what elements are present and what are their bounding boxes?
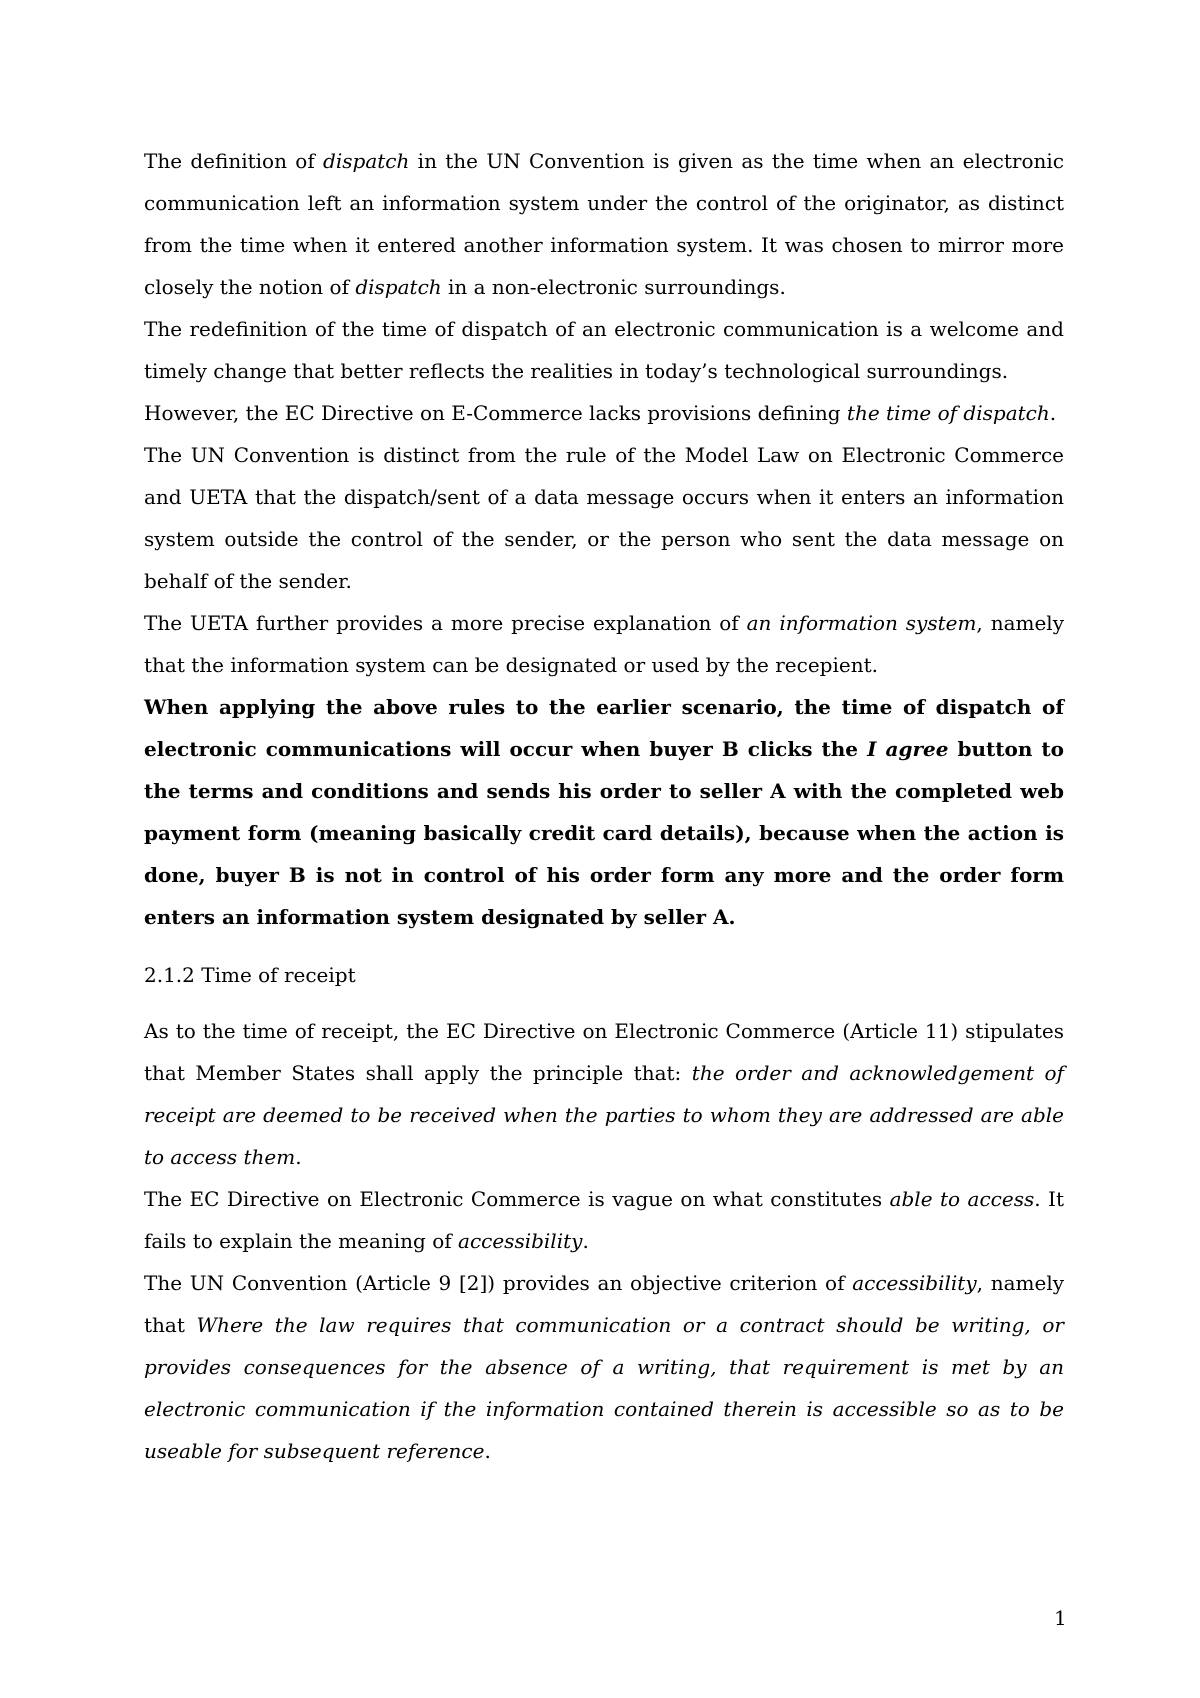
- text-run: . It fails to explain the meaning of: [144, 1187, 1064, 1253]
- paragraph-redefinition: The redefinition of the time of dispatch of an electronic communication is a welcome and timely change that better reflects the realities in today’s technological surroundings.: [144, 317, 1064, 383]
- paragraph-ueta: [144, 602, 1064, 686]
- text-run: in a non-electronic surroundings.: [441, 275, 786, 299]
- paragraph-ec-directive: [144, 392, 1064, 434]
- italic-term: an information system: [746, 611, 977, 635]
- text-run: The UETA further provides a more precise explanation of: [144, 611, 747, 635]
- document-page: [144, 140, 1064, 1472]
- text-run: , namely that the information system can be designated or used by the recepient.: [144, 611, 1064, 677]
- text-run: button to the terms and conditions and sends his order to seller A with the completed web payment form (meaning basically credit card details), because when the action is done, buyer B is not in control of his order form any more and the order form enters an information system designated by seller A.: [144, 737, 1065, 929]
- text-run: .: [582, 1229, 589, 1253]
- text-run: The UN Convention (Article 9 [2]) provides an objective criterion of: [144, 1271, 853, 1295]
- italic-quote: Where the law requires that communication or a contract should be writing, or provides consequences for the absence of a writing, that requirement is met by an electronic communication if the information contained therein is accessible so as to be useable for subsequent reference: [144, 1313, 1064, 1463]
- text-run: in the UN Convention is given as the time when an electronic communication left an information system under the control of the originator, as distinct from the time when it entered another information system. It was chosen to mirror more closely the notion of: [144, 149, 1065, 299]
- text-run: .: [295, 1145, 302, 1169]
- italic-term: dispatch: [355, 275, 442, 299]
- italic-quote: the order and acknowledgement of receipt are deemed to be received when the parties to whom they are addressed are able to access them: [144, 1061, 1065, 1169]
- text-run: .: [1049, 401, 1057, 425]
- italic-term: accessibility: [852, 1271, 977, 1295]
- paragraph-time-of-receipt: [144, 1010, 1064, 1178]
- text-run: , namely that: [144, 1271, 1065, 1337]
- text-run: However, the EC Directive on E-Commerce lacks provisions defining: [144, 401, 847, 425]
- paragraph-scenario-bold: [144, 686, 1064, 938]
- italic-term: the time of dispatch: [846, 401, 1050, 425]
- paragraph-vague: [144, 1178, 1064, 1262]
- italic-term: accessibility: [458, 1229, 583, 1253]
- italic-term: I agree: [867, 737, 949, 761]
- section-heading: 2.1.2 Time of receipt: [144, 963, 356, 987]
- paragraph-model-law: The UN Convention is distinct from the rule of the Model Law on Electronic Commerce and UETA that the dispatch/sent of a data message occurs when it enters an information system outside the control of the sender, or the person who sent the data message on behalf of the sender.: [144, 443, 1064, 593]
- page-number: 1: [1054, 1606, 1067, 1630]
- paragraph-un-convention-article9: [144, 1262, 1064, 1472]
- text-run: The definition of: [144, 149, 324, 173]
- italic-term: dispatch: [323, 149, 410, 173]
- italic-term: able to access: [889, 1187, 1035, 1211]
- paragraph-dispatch-definition: [144, 140, 1064, 308]
- text-run: .: [484, 1439, 491, 1463]
- text-run: As to the time of receipt, the EC Directive on Electronic Commerce (Article 11) stipulates that Member States shall apply the principle that:: [144, 1019, 1064, 1085]
- text-run: When applying the above rules to the earlier scenario, the time of dispatch of electronic communications will occur when buyer B clicks the: [144, 695, 1064, 761]
- text-run: The EC Directive on Electronic Commerce is vague on what constitutes: [144, 1187, 890, 1211]
